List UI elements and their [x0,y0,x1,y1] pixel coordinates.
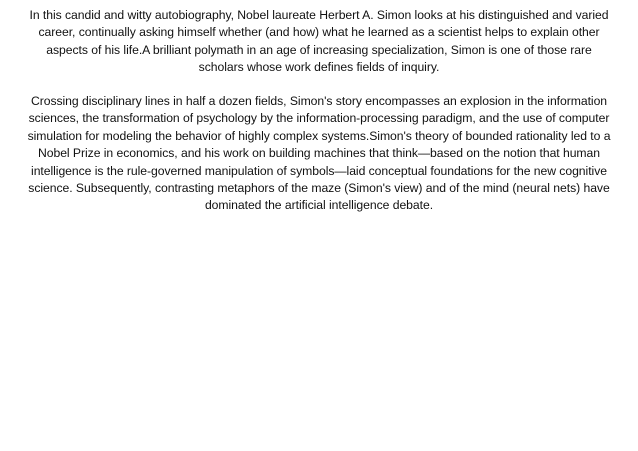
description-paragraph-1: In this candid and witty autobiography, Nobel laureate Herbert A. Simon looks at his distinguished and varied career, continually asking himself whether (and how) what he learned as a scientist helps to explain other aspects of his life.A brilliant polymath in an age of increasing specialization, Simon is one of those rare scholars whose work defines fields of inquiry. [29,8,609,75]
description-paragraph-2: Crossing disciplinary lines in half a dozen fields, Simon's story encompasses an explosion in the information sciences, the transformation of psychology by the information-processing paradigm, and the use of computer simulation for modeling the behavior of highly complex systems.Simon's theory of bounded rationality led to a Nobel Prize in economics, and his work on building machines that think—based on the notion that human intelligence is the rule-governed manipulation of symbols—laid conceptual foundations for the new cognitive science. Subsequently, contrasting metaphors of the maze (Simon's view) and of the mind (neural nets) have dominated the artificial intelligence debate. [27,94,611,213]
